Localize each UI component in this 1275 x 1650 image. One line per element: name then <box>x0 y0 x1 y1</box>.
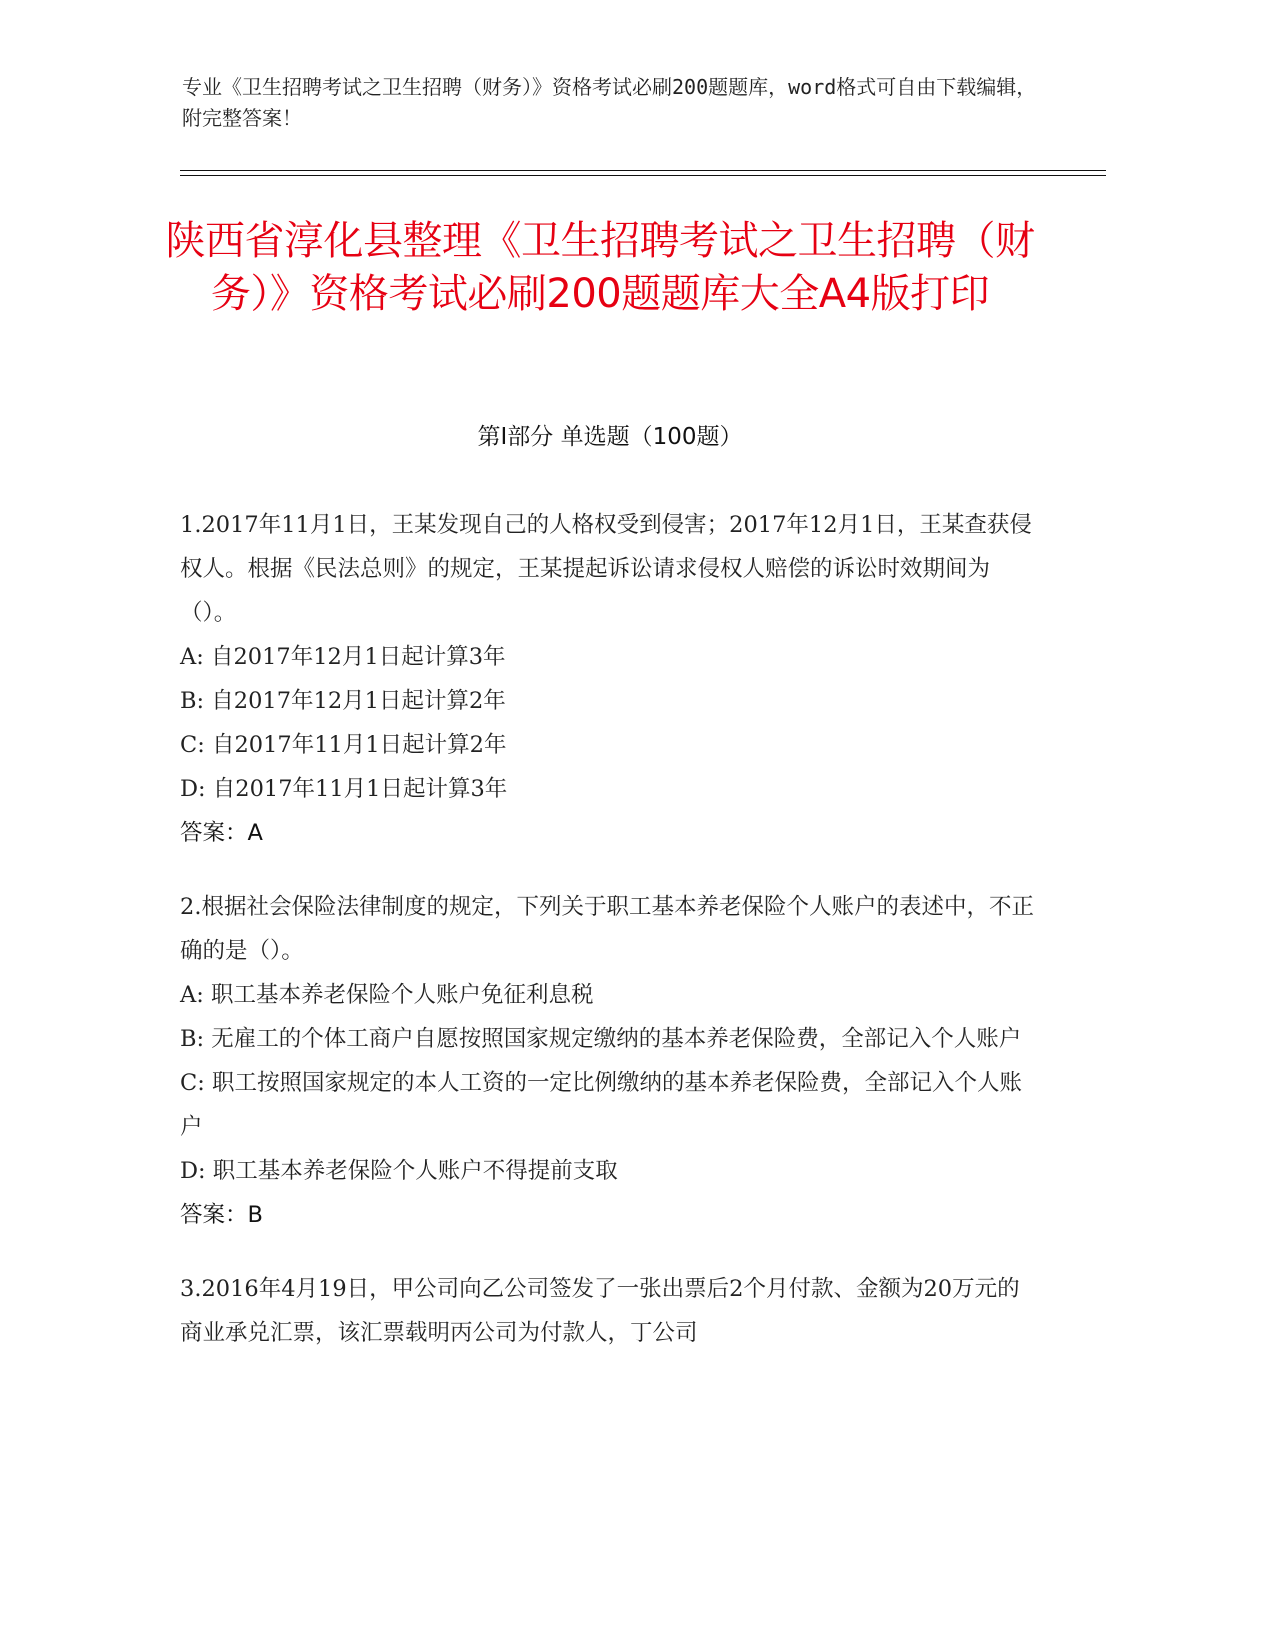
option-c: C: 自2017年11月1日起计算2年 <box>180 732 507 758</box>
option-d: D: 职工基本养老保险个人账户不得提前支取 <box>180 1158 618 1184</box>
question-list <box>180 503 1040 1385</box>
document-title: 陕西省淳化县整理《卫生招聘考试之卫生招聘（财务）》资格考试必刷200题题库大全A4版打印 <box>165 218 1035 317</box>
option-b: B: 自2017年12月1日起计算2年 <box>180 688 506 714</box>
question-item <box>180 885 1040 1237</box>
option-a: A: 职工基本养老保险个人账户免征利息税 <box>180 982 594 1008</box>
header-divider-top <box>180 170 1106 171</box>
header-note: 专业《卫生招聘考试之卫生招聘（财务）》资格考试必刷200题题库，word格式可自由下载编辑，附完整答案！ <box>182 75 1037 130</box>
option-c: C: 职工按照国家规定的本人工资的一定比例缴纳的基本养老保险费，全部记入个人账户 <box>180 1070 1022 1140</box>
answer-line: 答案：A <box>180 820 263 846</box>
question-item <box>180 503 1040 855</box>
section-heading: 第I部分 单选题（100题） <box>477 424 743 450</box>
question-stem: 3.2016年4月19日，甲公司向乙公司签发了一张出票后2个月付款、金额为20万元的商业承兑汇票，该汇票载明丙公司为付款人，丁公司 <box>180 1276 1020 1346</box>
option-a: A: 自2017年12月1日起计算3年 <box>180 644 506 670</box>
option-b: B: 无雇工的个体工商户自愿按照国家规定缴纳的基本养老保险费，全部记入个人账户 <box>180 1026 1022 1052</box>
option-d: D: 自2017年11月1日起计算3年 <box>180 776 508 802</box>
question-stem: 1.2017年11月1日，王某发现自己的人格权受到侵害；2017年12月1日，王某查获侵权人。根据《民法总则》的规定，王某提起诉讼请求侵权人赔偿的诉讼时效期间为（）。 <box>180 512 1032 626</box>
header-divider-bottom <box>180 175 1106 176</box>
answer-line: 答案：B <box>180 1202 263 1228</box>
question-item <box>180 1267 1040 1355</box>
question-stem: 2.根据社会保险法律制度的规定，下列关于职工基本养老保险个人账户的表述中，不正确的是（）。 <box>180 894 1034 964</box>
